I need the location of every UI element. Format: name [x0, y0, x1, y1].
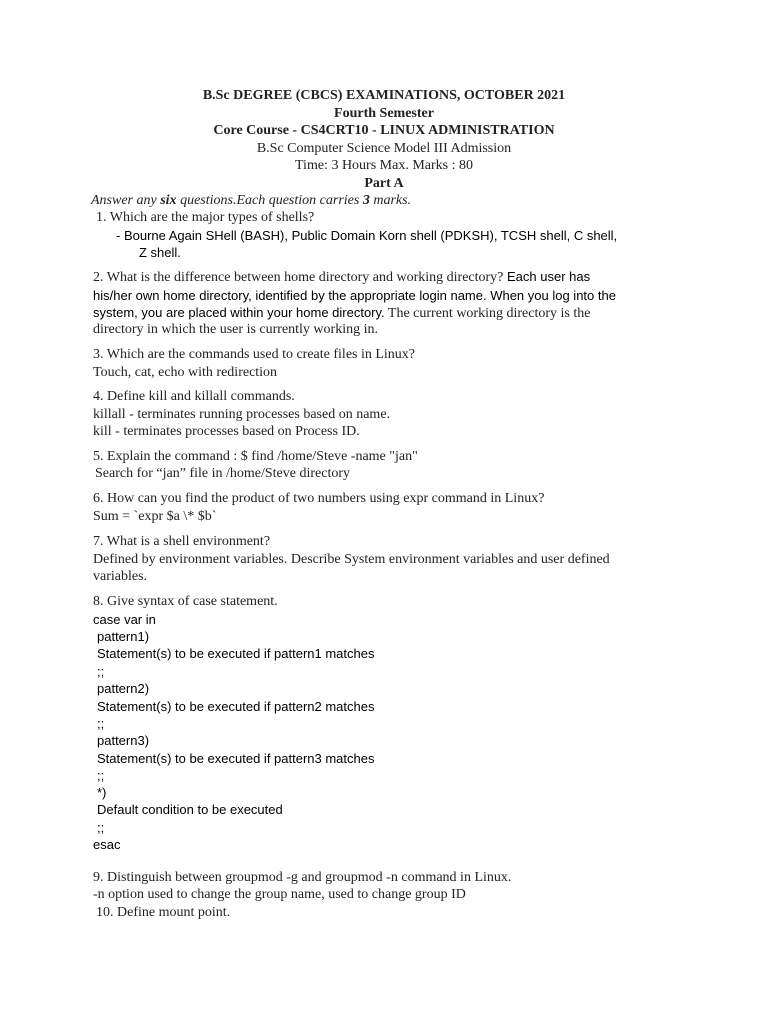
case-line-1: case var in: [93, 612, 156, 627]
question-9: 9. Distinguish between groupmod -g and groupmod -n command in Linux.: [93, 870, 512, 885]
question-5: 5. Explain the command : $ find /home/Steve -name "jan": [93, 449, 418, 464]
case-line-9: Statement(s) to be executed if pattern3 matches: [97, 751, 375, 766]
answer-5: Search for “jan” file in /home/Steve directory: [95, 466, 351, 481]
part-heading: Part A: [364, 176, 404, 191]
instruction-marks: 3: [362, 193, 370, 208]
answer-9: -n option used to change the group name, used to change group ID: [93, 887, 466, 902]
answer-4-line-2: kill - terminates processes based on Process ID.: [93, 424, 360, 439]
question-6: 6. How can you find the product of two numbers using expr command in Linux?: [93, 491, 545, 506]
question-1: 1. Which are the major types of shells?: [96, 210, 315, 225]
case-line-11: *): [97, 785, 107, 800]
instruction-line: [91, 192, 411, 209]
time-marks-heading: Time: 3 Hours Max. Marks : 80: [295, 158, 473, 173]
case-line-6: Statement(s) to be executed if pattern2 matches: [97, 699, 375, 714]
exam-title: B.Sc DEGREE (CBCS) EXAMINATIONS, OCTOBER 2021: [202, 88, 566, 103]
question-2: [93, 268, 590, 286]
case-line-2: pattern1): [97, 629, 150, 644]
case-line-13: ;;: [97, 820, 105, 835]
answer-2-line-3: [93, 304, 590, 322]
instruction-text-1: Answer any: [91, 193, 161, 208]
instruction-count: six: [160, 193, 177, 208]
case-line-14: esac: [93, 837, 121, 852]
case-line-3: Statement(s) to be executed if pattern1 matches: [97, 646, 375, 661]
answer-2-line-3b: The current working directory is the: [384, 306, 591, 321]
answer-7-line-1: Defined by environment variables. Describe System environment variables and user defined: [93, 552, 610, 567]
answer-3: Touch, cat, echo with redirection: [93, 365, 278, 380]
answer-2-line-4: directory in which the user is currently working in.: [93, 322, 378, 337]
case-line-12: Default condition to be executed: [97, 802, 283, 817]
question-10: 10. Define mount point.: [96, 905, 231, 920]
instruction-text-2: questions.Each question carries: [176, 193, 363, 208]
case-line-10: ;;: [97, 768, 105, 783]
case-line-8: pattern3): [97, 733, 150, 748]
answer-2-line-3a: system, you are placed within your home directory.: [93, 305, 385, 320]
answer-6: Sum = `expr $a \* $b`: [93, 509, 217, 524]
answer-1-line-2: Z shell.: [139, 245, 181, 260]
question-2-text: 2. What is the difference between home directory and working directory?: [93, 270, 504, 285]
case-line-7: ;;: [97, 716, 105, 731]
question-3: 3. Which are the commands used to create files in Linux?: [93, 347, 416, 362]
instruction-text-3: marks.: [369, 193, 412, 208]
answer-2-line-1: Each user has: [503, 269, 591, 284]
case-line-4: ;;: [97, 664, 105, 679]
case-line-5: pattern2): [97, 681, 150, 696]
semester-heading: Fourth Semester: [334, 106, 434, 121]
question-8: 8. Give syntax of case statement.: [93, 594, 278, 609]
course-heading: Core Course - CS4CRT10 - LINUX ADMINISTRATION: [213, 123, 555, 138]
answer-1-line-1: - Bourne Again SHell (BASH), Public Domain Korn shell (PDKSH), TCSH shell, C shell,: [116, 228, 618, 243]
question-7: 7. What is a shell environment?: [93, 534, 271, 549]
answer-7-line-2: variables.: [93, 569, 148, 584]
answer-2-line-2: his/her own home directory, identified by the appropriate login name. When you log into the: [93, 288, 616, 303]
question-4: 4. Define kill and killall commands.: [93, 389, 295, 404]
program-heading: B.Sc Computer Science Model III Admission: [256, 141, 512, 156]
answer-4-line-1: killall - terminates running processes based on name.: [93, 407, 391, 422]
